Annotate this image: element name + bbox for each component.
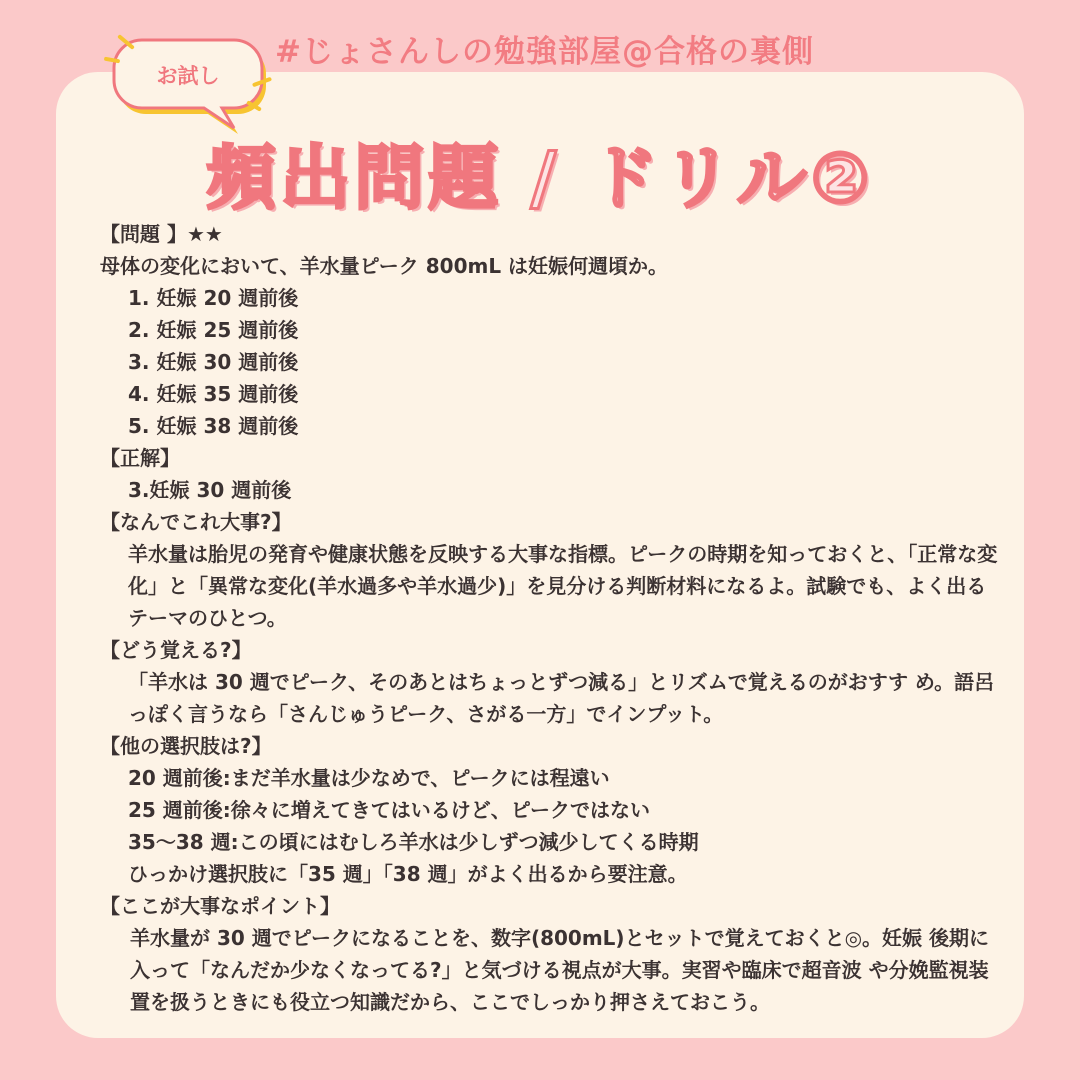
- other-option-note: 20 週前後:まだ羊水量は少なめで、ピークには程遠い: [128, 766, 610, 790]
- option-item: 1. 妊娠 20 週前後: [128, 286, 299, 310]
- why-text: 羊水量は胎児の発育や健康状態を反映する大事な指標。ピークの時期を知っておくと、「正常な変化」と「異常な変化(羊水過多や羊水過少)」を見分ける判断材料になるよ。試験でも、よく出るテーマのひとつ。: [128, 542, 998, 630]
- why-header: 【なんでこれ大事?】: [100, 510, 292, 534]
- page-title: 頻出問題 / ドリル②: [206, 137, 874, 219]
- question-header: 【問題 】★★: [100, 222, 223, 246]
- others-header: 【他の選択肢は?】: [100, 734, 272, 758]
- option-item: 4. 妊娠 35 週前後: [128, 382, 299, 406]
- drill-content: [100, 218, 1000, 1018]
- answer-text: 3.妊娠 30 週前後: [128, 478, 292, 502]
- other-option-note: ひっかけ選択肢に「35 週」「38 週」がよく出るから要注意。: [128, 862, 688, 886]
- point-text: 羊水量が 30 週でピークになることを、数字(800mL)とセットで覚えておくと◎。妊娠 後期に入って「なんだか少なくなってる?」と気づける視点が大事。実習や臨床で超音波 や分娩監視装置を扱うときにも役立つ知識だから、ここでしっかり押さえておこう。: [130, 926, 989, 1014]
- memorize-header: 【どう覚える?】: [100, 638, 252, 662]
- question-text: 母体の変化において、羊水量ピーク 800mL は妊娠何週頃か。: [100, 254, 669, 278]
- other-option-note: 35〜38 週:この頃にはむしろ羊水は少しずつ減少してくる時期: [128, 830, 699, 854]
- badge-label: お試し: [156, 64, 220, 88]
- option-item: 2. 妊娠 25 週前後: [128, 318, 299, 342]
- hashtag-heading: #じょさんしの勉強部屋@合格の裏側: [275, 34, 814, 70]
- other-option-note: 25 週前後:徐々に増えてきてはいるけど、ピークではない: [128, 798, 650, 822]
- point-header: 【ここが大事なポイント】: [100, 894, 340, 918]
- option-item: 5. 妊娠 38 週前後: [128, 414, 299, 438]
- answer-header: 【正解】: [100, 446, 180, 470]
- option-item: 3. 妊娠 30 週前後: [128, 350, 299, 374]
- memorize-text: 「羊水は 30 週でピーク、そのあとはちょっとずつ減る」とリズムで覚えるのがおすす め。語呂っぽく言うなら「さんじゅうピーク、さがる一方」でインプット。: [128, 670, 995, 726]
